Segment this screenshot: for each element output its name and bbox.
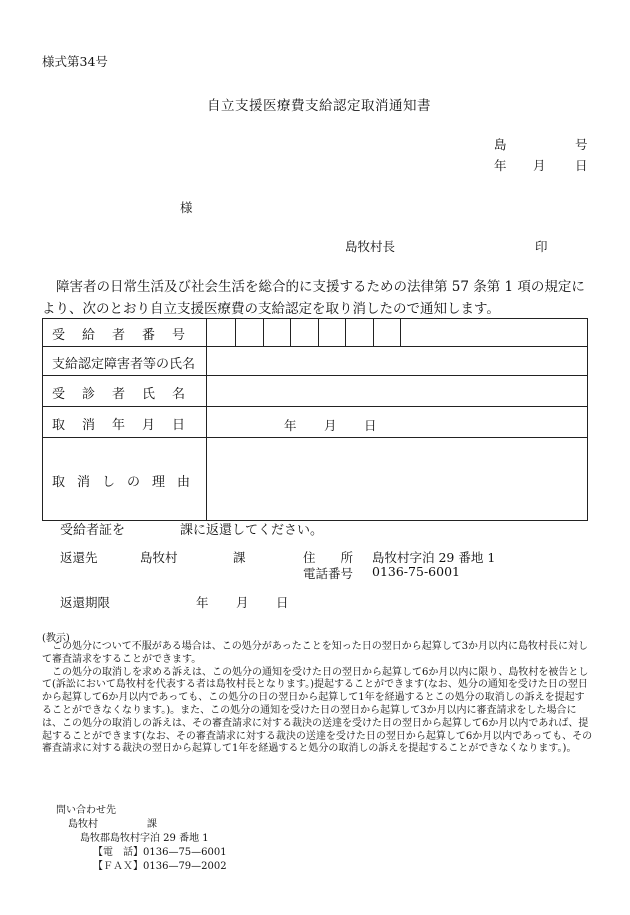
revocation-day-label: 日: [364, 418, 377, 433]
issue-month-label: 月: [533, 158, 546, 173]
addressee-honorific: 様: [180, 200, 193, 215]
return-destination-section: 課: [233, 550, 246, 565]
issue-day-label: 日: [575, 158, 588, 173]
notice-intro-text: 障害者の日常生活及び社会生活を総合的に支援するための法律第 57 条第 1 項の規定により、次のとおり自立支援医療費の支給認定を取り消したので通知します。: [42, 279, 585, 317]
return-phone: 0136-75-6001: [372, 564, 460, 579]
deadline-year-label: 年: [196, 595, 209, 610]
certified-person-name-label-text: 支給認定障害者等の氏名: [52, 356, 196, 372]
contact-phone: 【電 話】0136—75—6001: [93, 847, 227, 858]
appeal-notice-paragraph: この処分の取消しを求める訴えは、この処分の通知を受けた日の翌日から起算して6か月以内に限り、島牧村を被告として(訴訟において島牧村を代表する者は島牧村長となります。)提起することができます(なお、処分の通知を受けた日の翌日から起算して6か月以内であっても、この処分の日の翌日から起算して1年を経過するとこの処分の取消しの訴えを提起することができなくなります。)。また、この処分の通知を受けた日の翌日から起算して3か月以内に審査請求をした場合には、この処分の取消しの訴えは、その審査請求に対する裁決の送達を受けた日の翌日から起算して6か月以内であれば、提起することができます(なお、その審査請求に対する裁決の送達を受けた日の翌日から起算して6か月以内であっても、その審査請求に対する裁決の翌日から起算して1年を経過すると処分の取消しの訴えを提起することができなくなります。)。: [42, 666, 593, 755]
return-destination-village: 島牧村: [140, 550, 178, 565]
appeal-notice-paragraph: この処分について不服がある場合は、この処分があったことを知った日の翌日から起算して3か月以内に島牧村長に対して審査請求をすることができます。: [42, 641, 589, 665]
contact-section: 課: [147, 819, 157, 830]
appeal-notice-body: [42, 641, 594, 756]
return-instruction-suffix: 課に返還してください。: [180, 523, 324, 538]
revocation-date-label-text: 取消年月日: [52, 417, 203, 433]
revocation-year-label: 年: [284, 418, 297, 433]
deadline-day-label: 日: [276, 595, 289, 610]
contact-fax: 【ＦＡＸ】0136—79—2002: [93, 861, 227, 872]
issue-year-label: 年: [494, 158, 507, 173]
seal-mark: 印: [535, 239, 548, 254]
appeal-notice-heading: (教示): [42, 633, 70, 644]
revocation-date-label: [52, 408, 202, 438]
document-number-prefix: 島: [494, 137, 507, 152]
recipient-number-label: [52, 319, 202, 347]
return-instruction: [60, 519, 323, 538]
contact-village: 島牧村: [68, 819, 98, 830]
document-number-suffix: 号: [575, 137, 588, 152]
patient-name-label: [52, 377, 202, 407]
return-instruction-prefix: 受給者証を: [60, 523, 126, 538]
revocation-reason-label: [52, 439, 202, 521]
patient-name-label-text: 受診者氏名: [52, 386, 203, 402]
return-address-label: 住 所: [303, 550, 354, 565]
revocation-reason-label-text: 取消しの理由: [52, 474, 203, 490]
revocation-month-label: 月: [324, 418, 337, 433]
issuer-name: 島牧村長: [345, 239, 396, 254]
document-title: 自立支援医療費支給認定取消通知書: [207, 98, 431, 114]
contact-address: 島牧郡島牧村字泊 29 番地 1: [80, 833, 209, 844]
contact-heading: 問い合わせ先: [56, 805, 116, 816]
return-destination-label: 返還先: [60, 550, 98, 565]
form-number: 様式第34号: [42, 54, 108, 69]
recipient-number-label-text: 受給者番号: [52, 327, 203, 343]
certified-person-name-label: [52, 348, 202, 376]
notice-intro: [42, 276, 592, 320]
deadline-month-label: 月: [236, 595, 249, 610]
return-deadline-label: 返還期限: [60, 595, 111, 610]
return-address: 島牧村字泊 29 番地 1: [372, 550, 496, 565]
return-phone-label: 電話番号: [303, 566, 354, 581]
